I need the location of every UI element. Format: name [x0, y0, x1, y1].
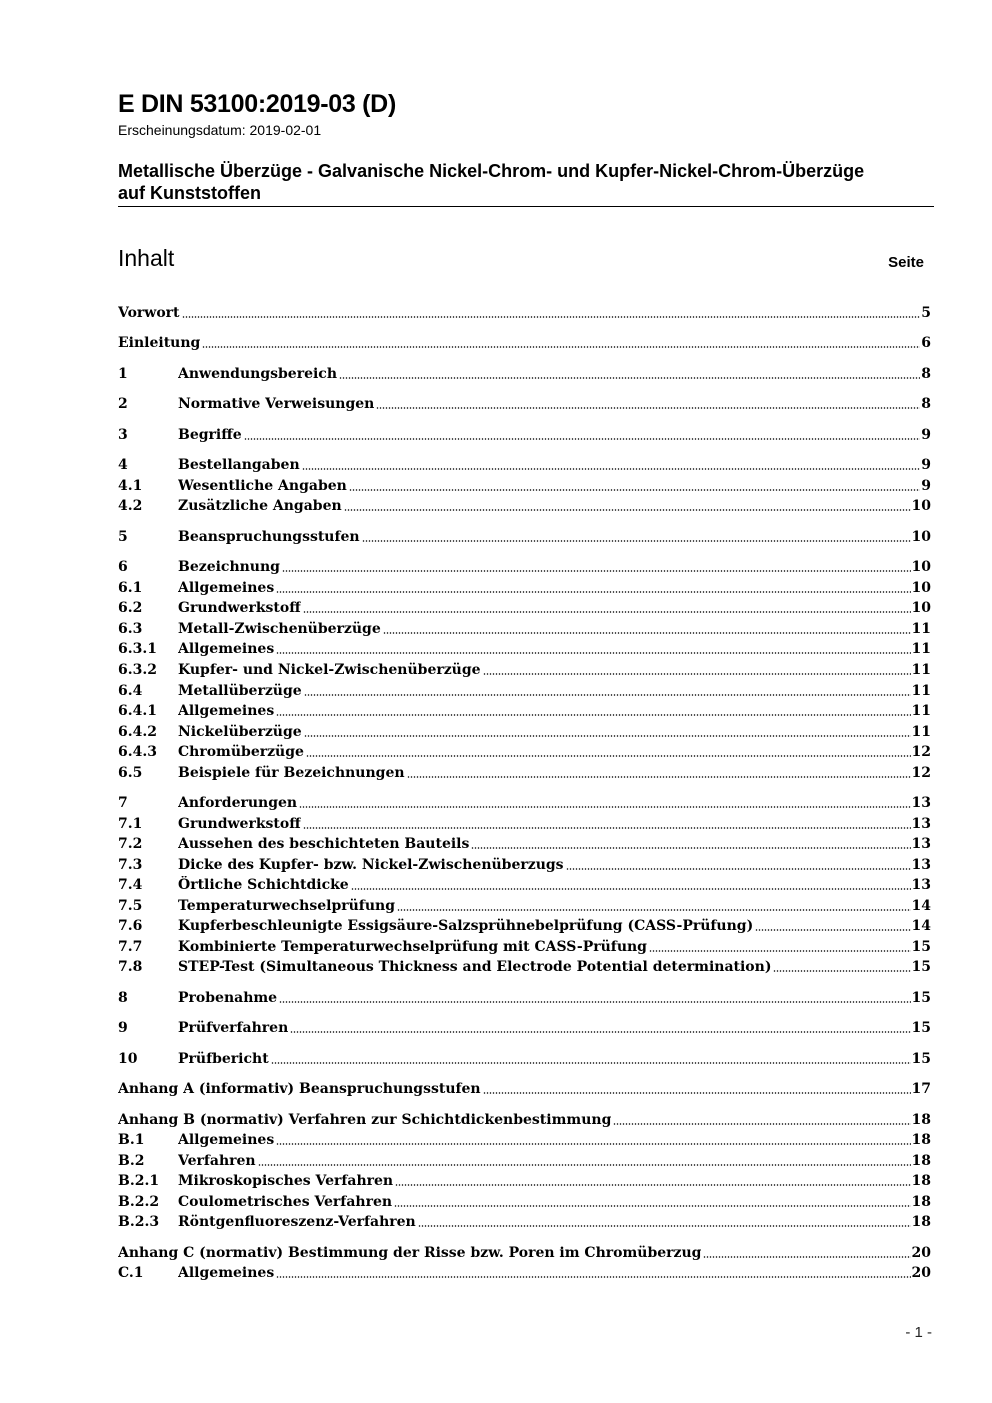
toc-entry[interactable]	[118, 332, 931, 352]
toc-entry[interactable]	[118, 597, 931, 617]
toc-entry[interactable]	[118, 424, 931, 444]
toc-entry-page: 15	[911, 990, 931, 1006]
toc-entry-number: 7.5	[118, 898, 143, 914]
toc-dot-leader	[299, 806, 910, 808]
toc-entry-page: 10	[911, 580, 931, 596]
toc-entry-number: 4.2	[118, 498, 143, 514]
toc-entry-title: Verfahren	[178, 1153, 256, 1169]
toc-dot-leader	[376, 407, 920, 409]
publication-date: Erscheinungsdatum: 2019-02-01	[118, 122, 322, 138]
toc-dot-leader	[303, 827, 911, 829]
toc-entry-title: Aussehen des beschichteten Bauteils	[178, 836, 470, 852]
toc-entry-number: 6.4.3	[118, 744, 157, 760]
toc-entry-page: 15	[911, 1020, 931, 1036]
toc-entry-page: 12	[911, 744, 931, 760]
toc-entry[interactable]	[118, 659, 931, 679]
toc-entry-number: 3	[118, 427, 128, 443]
footer-page-number: - 1 -	[905, 1324, 932, 1341]
toc-entry[interactable]	[118, 721, 931, 741]
toc-entry-title: Zusätzliche Angaben	[178, 498, 342, 514]
toc-dot-leader	[394, 1205, 910, 1207]
toc-entry-number: 9	[118, 1020, 128, 1036]
toc-entry-title: Einleitung	[118, 335, 201, 351]
toc-entry-title: Grundwerkstoff	[178, 600, 301, 616]
toc-dot-leader	[773, 970, 910, 972]
toc-entry[interactable]	[118, 363, 931, 383]
toc-entry-page: 10	[911, 529, 931, 545]
toc-entry[interactable]	[118, 915, 931, 935]
toc-entry-number: 7.7	[118, 939, 143, 955]
toc-entry-page: 12	[911, 765, 931, 781]
toc-entry-title: Probenahme	[178, 990, 278, 1006]
toc-entry-title: Prüfbericht	[178, 1051, 269, 1067]
toc-entry-title: Anwendungsbereich	[178, 366, 337, 382]
toc-entry[interactable]	[118, 956, 931, 976]
toc-entry-page: 15	[911, 1051, 931, 1067]
toc-dot-leader	[362, 540, 911, 542]
toc-entry-number: 7.3	[118, 857, 143, 873]
toc-entry-page: 20	[911, 1245, 931, 1261]
toc-entry[interactable]	[118, 393, 931, 413]
toc-entry-title: Nickelüberzüge	[178, 724, 302, 740]
toc-entry-page: 11	[911, 641, 931, 657]
toc-entry-page: 8	[921, 396, 931, 412]
toc-entry-title: Bezeichnung	[178, 559, 280, 575]
toc-entry-title: Dicke des Kupfer- bzw. Nickel-Zwischenüberzugs	[178, 857, 564, 873]
toc-dot-leader	[182, 316, 921, 318]
toc-entry-title: Beanspruchungsstufen	[178, 529, 360, 545]
toc-entry[interactable]	[118, 1211, 931, 1231]
toc-dot-leader	[202, 346, 920, 348]
toc-entry-number: B.2.3	[118, 1214, 160, 1230]
toc-entry-page: 18	[911, 1112, 931, 1128]
toc-entry[interactable]	[118, 813, 931, 833]
toc-entry[interactable]	[118, 741, 931, 761]
toc-entry-title: Metallüberzüge	[178, 683, 302, 699]
toc-entry-title: Grundwerkstoff	[178, 816, 301, 832]
toc-dot-leader	[344, 509, 911, 511]
toc-entry-title: Allgemeines	[178, 1265, 275, 1281]
toc-entry-title: Prüfverfahren	[178, 1020, 289, 1036]
toc-entry-number: C.1	[118, 1265, 144, 1281]
toc-entry-number: 6.3.2	[118, 662, 157, 678]
toc-entry[interactable]	[118, 987, 931, 1007]
toc-entry-number: 7	[118, 795, 128, 811]
toc-entry-page: 13	[911, 877, 931, 893]
toc-entry-page: 15	[911, 939, 931, 955]
toc-entry[interactable]	[118, 762, 931, 782]
toc-dot-leader	[302, 468, 921, 470]
toc-dot-leader	[407, 776, 911, 778]
toc-entry-number: 6.5	[118, 765, 143, 781]
toc-entry-number: 6.4.2	[118, 724, 157, 740]
toc-entry-title: Allgemeines	[178, 580, 275, 596]
toc-entry-title: Vorwort	[118, 305, 180, 321]
toc-entry-number: 7.8	[118, 959, 143, 975]
toc-entry-number: 6.2	[118, 600, 143, 616]
toc-dot-leader	[290, 1031, 910, 1033]
toc-dot-leader	[276, 652, 910, 654]
toc-entry-page: 18	[911, 1194, 931, 1210]
toc-dot-leader	[755, 929, 910, 931]
toc-entry-page: 8	[921, 366, 931, 382]
toc-entry-title: Allgemeines	[178, 703, 275, 719]
toc-entry[interactable]	[118, 792, 931, 812]
toc-entry[interactable]	[118, 833, 931, 853]
toc-entry[interactable]	[118, 1242, 931, 1262]
toc-entry[interactable]	[118, 302, 931, 322]
toc-dot-leader	[418, 1225, 911, 1227]
toc-entry-page: 11	[911, 683, 931, 699]
toc-dot-leader	[703, 1256, 910, 1258]
toc-dot-leader	[483, 1092, 911, 1094]
toc-entry-number: 4	[118, 457, 128, 473]
toc-entry-number: 6.3	[118, 621, 143, 637]
toc-entry[interactable]	[118, 526, 931, 546]
toc-entry[interactable]	[118, 1078, 931, 1098]
document-id: E DIN 53100:2019-03 (D)	[118, 90, 396, 118]
toc-entry-number: 10	[118, 1051, 138, 1067]
toc-dot-leader	[282, 570, 911, 572]
toc-entry-title: Allgemeines	[178, 641, 275, 657]
toc-entry-title: Kombinierte Temperaturwechselprüfung mit CASS-Prüfung	[178, 939, 647, 955]
toc-entry-title: Kupfer- und Nickel-Zwischenüberzüge	[178, 662, 481, 678]
toc-entry-number: 7.1	[118, 816, 143, 832]
toc-entry-title: Röntgenfluoreszenz-Verfahren	[178, 1214, 416, 1230]
toc-entry[interactable]	[118, 680, 931, 700]
toc-entry-title: Anhang A (informativ) Beanspruchungsstufen	[118, 1081, 481, 1097]
toc-dot-leader	[258, 1164, 911, 1166]
toc-entry[interactable]	[118, 577, 931, 597]
toc-dot-leader	[395, 1184, 910, 1186]
toc-entry[interactable]	[118, 1191, 931, 1211]
document-title: Metallische Überzüge - Galvanische Nickel-Chrom- und Kupfer-Nickel-Chrom-Überzüge auf Kunststoffen	[118, 161, 865, 203]
toc-dot-leader	[276, 1143, 910, 1145]
toc-entry[interactable]	[118, 495, 931, 515]
toc-entry[interactable]	[118, 1170, 931, 1190]
toc-entry-title: Beispiele für Bezeichnungen	[178, 765, 405, 781]
toc-entry-title: Örtliche Schichtdicke	[178, 877, 349, 893]
toc-entry-page: 18	[911, 1132, 931, 1148]
toc-dot-leader	[304, 735, 911, 737]
toc-entry-page: 10	[911, 559, 931, 575]
toc-entry-title: Temperaturwechselprüfung	[178, 898, 395, 914]
toc-entry-title: Anforderungen	[178, 795, 298, 811]
toc-entry-number: 5	[118, 529, 128, 545]
toc-dot-leader	[649, 950, 911, 952]
toc-entry[interactable]	[118, 895, 931, 915]
toc-dot-leader	[276, 1276, 910, 1278]
toc-dot-leader	[271, 1062, 911, 1064]
toc-entry-page: 10	[911, 498, 931, 514]
toc-dot-leader	[397, 909, 911, 911]
toc-entry-page: 15	[911, 959, 931, 975]
toc-entry-number: 1	[118, 366, 128, 382]
toc-entry-title: Metall-Zwischenüberzüge	[178, 621, 381, 637]
toc-dot-leader	[276, 714, 910, 716]
toc-entry-number: B.2.2	[118, 1194, 160, 1210]
toc-entry[interactable]	[118, 1109, 931, 1129]
toc-entry-title: Allgemeines	[178, 1132, 275, 1148]
toc-entry[interactable]	[118, 1048, 931, 1068]
toc-dot-leader	[306, 755, 911, 757]
toc-entry-page: 13	[911, 836, 931, 852]
toc-entry-number: 6.4.1	[118, 703, 157, 719]
toc-entry-title: STEP-Test (Simultaneous Thickness and Electrode Potential determination)	[178, 959, 772, 975]
toc-entry-number: 7.2	[118, 836, 143, 852]
toc-dot-leader	[351, 888, 911, 890]
toc-entry-page: 20	[911, 1265, 931, 1281]
toc-entry-title: Mikroskopisches Verfahren	[178, 1173, 394, 1189]
toc-entry-title: Anhang B (normativ) Verfahren zur Schichtdickenbestimmung	[118, 1112, 612, 1128]
toc-entry[interactable]	[118, 454, 931, 474]
toc-entry-page: 5	[921, 305, 931, 321]
toc-entry-page: 9	[921, 427, 931, 443]
toc-dot-leader	[483, 673, 911, 675]
toc-entry-page: 10	[911, 600, 931, 616]
toc-entry-number: 8	[118, 990, 128, 1006]
toc-entry-page: 13	[911, 795, 931, 811]
toc-entry-number: 7.4	[118, 877, 143, 893]
toc-dot-leader	[471, 847, 910, 849]
toc-entry-page: 9	[921, 478, 931, 494]
toc-entry-page: 17	[911, 1081, 931, 1097]
toc-entry-number: 2	[118, 396, 128, 412]
toc-entry[interactable]	[118, 1150, 931, 1170]
toc-entry-title: Coulometrisches Verfahren	[178, 1194, 393, 1210]
toc-heading: Inhalt	[118, 245, 175, 271]
toc-entry-number: 4.1	[118, 478, 143, 494]
toc-dot-leader	[566, 868, 911, 870]
toc-entry-page: 18	[911, 1153, 931, 1169]
toc-entry-page: 11	[911, 703, 931, 719]
toc-entry-number: 7.6	[118, 918, 143, 934]
toc-entry[interactable]	[118, 854, 931, 874]
toc-entry[interactable]	[118, 638, 931, 658]
toc-entry-number: 6.4	[118, 683, 143, 699]
toc-dot-leader	[613, 1123, 910, 1125]
toc-entry-page: 13	[911, 816, 931, 832]
toc-dot-leader	[383, 632, 911, 634]
toc-entry-page: 18	[911, 1214, 931, 1230]
toc-entry-page: 14	[911, 918, 931, 934]
toc-entry[interactable]	[118, 475, 931, 495]
toc-entry[interactable]	[118, 1017, 931, 1037]
toc-entry[interactable]	[118, 700, 931, 720]
toc-entry-page: 14	[911, 898, 931, 914]
toc-dot-leader	[349, 489, 920, 491]
toc-entry-page: 11	[911, 724, 931, 740]
toc-entry-page: 18	[911, 1173, 931, 1189]
toc-entry[interactable]	[118, 1129, 931, 1149]
toc-entry-page: 13	[911, 857, 931, 873]
toc-entry-page: 9	[921, 457, 931, 473]
toc-dot-leader	[279, 1001, 910, 1003]
toc-entry-page: 11	[911, 621, 931, 637]
toc-entry[interactable]	[118, 874, 931, 894]
toc-entry-title: Wesentliche Angaben	[178, 478, 347, 494]
toc-entry-title: Begriffe	[178, 427, 242, 443]
toc-dot-leader	[244, 438, 921, 440]
toc-entry-number: B.2.1	[118, 1173, 160, 1189]
title-divider	[118, 206, 934, 207]
toc-entry-number: 6	[118, 559, 128, 575]
toc-entry-title: Normative Verweisungen	[178, 396, 375, 412]
toc-entry-number: 6.1	[118, 580, 143, 596]
toc-dot-leader	[276, 591, 910, 593]
toc-entry-title: Bestellangaben	[178, 457, 300, 473]
toc-dot-leader	[304, 694, 911, 696]
toc-dot-leader	[339, 377, 920, 379]
toc-entry-title: Kupferbeschleunigte Essigsäure-Salzsprühnebelprüfung (CASS-Prüfung)	[178, 918, 754, 934]
toc-entry[interactable]	[118, 936, 931, 956]
toc-entry[interactable]	[118, 618, 931, 638]
toc-entry-title: Chromüberzüge	[178, 744, 304, 760]
toc-entry-title: Anhang C (normativ) Bestimmung der Risse bzw. Poren im Chromüberzug	[118, 1245, 702, 1261]
toc-dot-leader	[303, 611, 911, 613]
toc-entry-page: 11	[911, 662, 931, 678]
toc-entry-page: 6	[921, 335, 931, 351]
toc-entry-number: B.1	[118, 1132, 145, 1148]
toc-entry[interactable]	[118, 1262, 931, 1282]
toc-entry-number: 6.3.1	[118, 641, 157, 657]
toc-entry-number: B.2	[118, 1153, 145, 1169]
toc-entry[interactable]	[118, 556, 931, 576]
toc-page-column-label: Seite	[888, 254, 924, 271]
